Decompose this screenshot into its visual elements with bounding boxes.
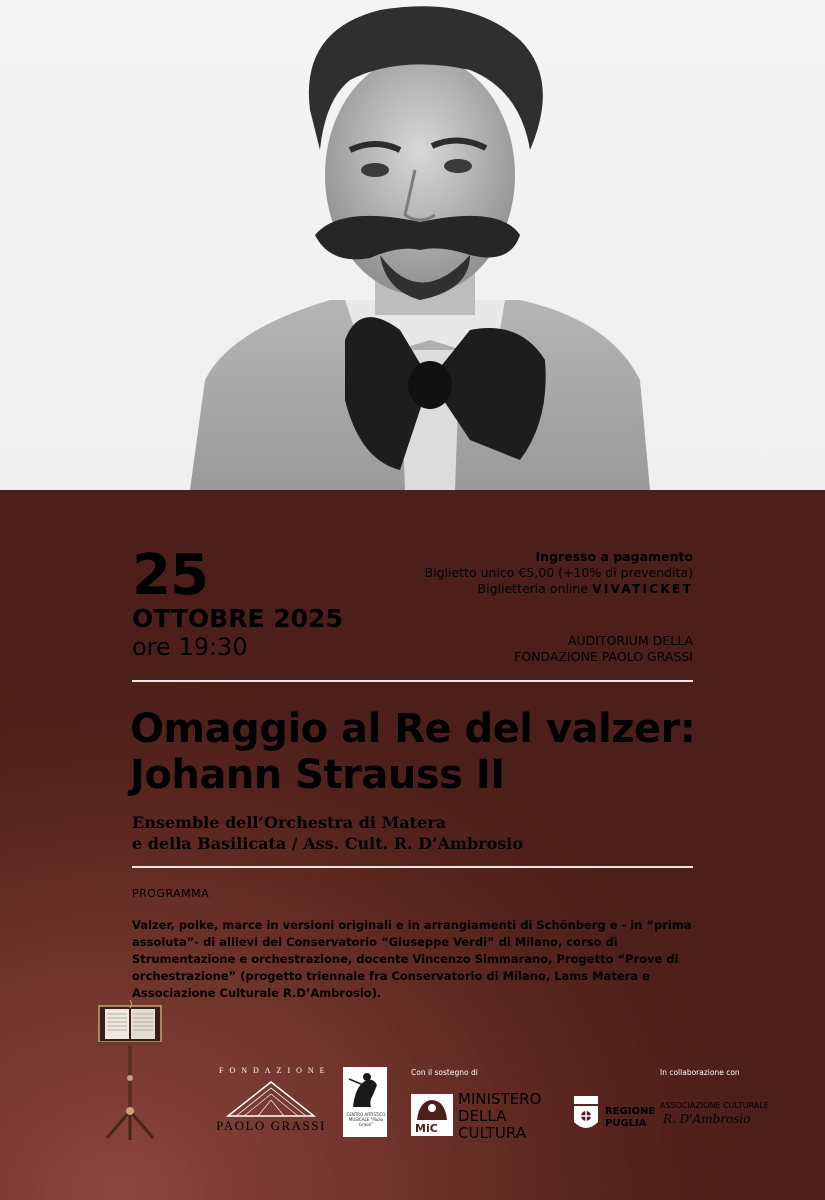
performers [132, 812, 523, 854]
ticket-online [425, 581, 693, 597]
title-line-2: Johann Strauss II [130, 752, 505, 798]
portrait-illustration [0, 0, 825, 490]
ministero-line-2: DELLA [458, 1107, 507, 1125]
assoc-name: R. D'Ambrosio [663, 1112, 751, 1126]
portrait-photo [0, 0, 825, 490]
event-time: ore 19:30 [132, 633, 248, 661]
title-line-1: Omaggio al Re del valzer: [130, 706, 696, 752]
performers-line-1: Ensemble dell’Orchestra di Matera [132, 813, 447, 832]
venue-line-1: AUDITORIUM DELLA [567, 633, 693, 648]
venue-line-2: FONDAZIONE PAOLO GRASSI [514, 649, 693, 664]
fondazione-arc-label: FONDAZIONE [219, 1066, 331, 1075]
assoc-label: ASSOCIAZIONE CULTURALE [660, 1101, 769, 1110]
ticket-info [425, 549, 693, 597]
fondazione-name: PAOLO GRASSI [216, 1118, 326, 1133]
centro-artistico-caption: CENTRO ARTISTICO MUSICALE "Paolo Grassi" [346, 1112, 386, 1127]
program-text: Valzer, polke, marce in versioni originali e in arrangiamenti di Schönberg e - in “prima assoluta”- di allievi del Conservatorio “Giuseppe Verdi” di Milano, corso di Strumentazione e orchestrazione, docente Vincenzo Simmarano, Progetto “Prove di orchestrazione” (progetto triennale fra Conservatorio di Milano, Lams Matera e Associazione Culturale R.D’Ambrosio). [132, 918, 692, 1000]
ministero-text [458, 1091, 541, 1142]
concert-title [130, 706, 730, 798]
support-label: Con il sostegno di [411, 1068, 478, 1077]
regione-line-1: REGIONE [605, 1106, 656, 1117]
collab-label: In collaborazione con [660, 1068, 740, 1077]
ticket-price: Biglietto unico €5,00 (+10% di prevendita) [424, 565, 693, 580]
program-heading: PROGRAMMA [132, 887, 210, 900]
ministero-line-3: CULTURA [458, 1124, 526, 1142]
ministero-line-1: MINISTERO [458, 1090, 542, 1108]
divider-top [132, 680, 693, 682]
mic-emblem-icon [411, 1094, 453, 1124]
regione-puglia-crest-icon [572, 1094, 600, 1136]
venue [514, 633, 693, 665]
event-month-year: OTTOBRE 2025 [132, 604, 343, 633]
ticket-heading: Ingresso a pagamento [535, 549, 693, 564]
mic-short: MiC [415, 1122, 438, 1135]
event-day: 25 [132, 543, 208, 608]
regione-text [605, 1106, 655, 1130]
vivaticket-logo: VIVATICKET [592, 581, 693, 596]
musician-figure-icon [343, 1067, 387, 1111]
performers-line-2: e della Basilicata / Ass. Cult. R. D’Ambrosio [132, 834, 524, 853]
mic-logo [411, 1094, 453, 1136]
regione-line-2: PUGLIA [605, 1118, 647, 1129]
music-stand-icon [95, 998, 167, 1143]
ticket-online-prefix: Biglietteria online [477, 581, 589, 596]
divider-bottom [132, 866, 693, 868]
